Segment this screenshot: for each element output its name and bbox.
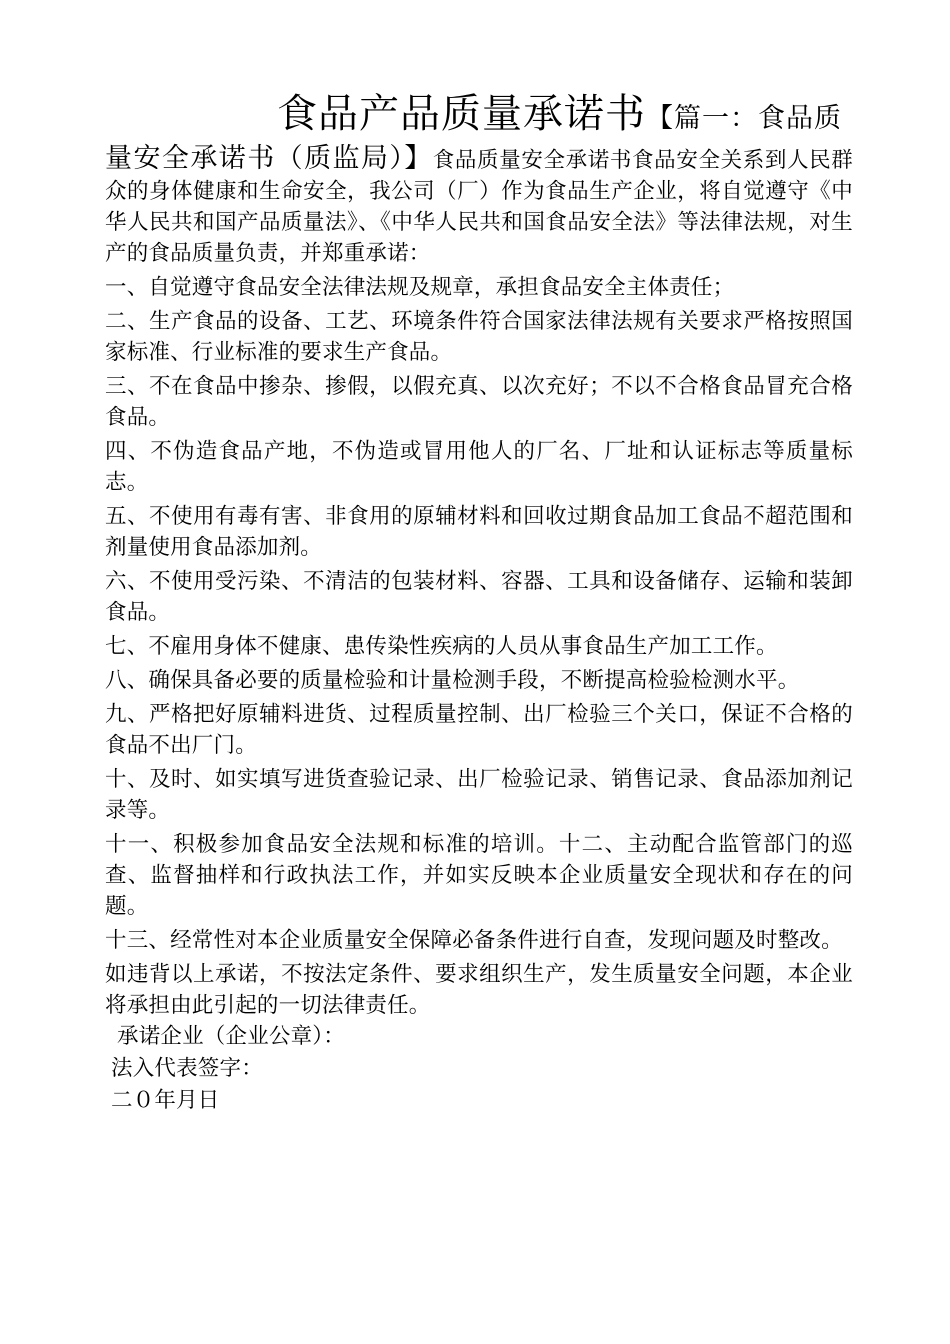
closing-paragraph: 如违背以上承诺，不按法定条件、要求组织生产，发生质量安全问题，本企业将承担由此引起的一切法律责任。 [105,962,853,1018]
signature-representative: 法入代表签字： [111,1056,263,1081]
signature-company: 承诺企业（企业公章）： [117,1024,345,1049]
pledge-item: 五、不使用有毒有害、非食用的原辅材料和回收过期食品加工食品不超范围和剂量使用食品添加剂。 [105,504,853,560]
pledge-item: 六、不使用受污染、不清洁的包装材料、容器、工具和设备储存、运输和装卸食品。 [105,569,853,625]
title-line [105,92,853,143]
pledge-item: 四、不伪造食品产地，不伪造或冒用他人的厂名、厂址和认证标志等质量标志。 [105,439,853,495]
pledge-item: 七、不雇用身体不健康、患传染性疾病的人员从事食品生产加工工作。 [105,634,778,659]
pledge-item: 十、及时、如实填写进货查验记录、出厂检验记录、销售记录、食品添加剂记录等。 [105,767,853,823]
signature-date: 二０年月日 [111,1088,220,1113]
pledge-item: 三、不在食品中掺杂、掺假，以假充真、以次充好；不以不合格食品冒充合格食品。 [105,374,853,430]
document-subtitle-start: 【篇一：食品质 [646,103,842,134]
pledge-item: 十三、经常性对本企业质量安全保障必备条件进行自查，发现问题及时整改。 [105,928,843,953]
document-title: 食品产品质量承诺书 [277,91,646,137]
pledge-item: 九、严格把好原辅料进货、过程质量控制、出厂检验三个关口，保证不合格的食品不出厂门。 [105,702,853,758]
pledge-item: 二、生产食品的设备、工艺、环境条件符合国家法律法规有关要求严格按照国家标准、行业标准的要求生产食品。 [105,309,853,365]
pledge-item: 十一、积极参加食品安全法规和标准的培训。十二、主动配合监管部门的巡查、监督抽样和行政执法工作，并如实反映本企业质量安全现状和存在的问题。 [105,832,853,919]
document-body [105,92,853,1117]
intro-text: 食品质量安全承诺书食品安全关系到人民群众的身体健康和生命安全，我公司（厂）作为食品生产企业，将自觉遵守《中华人民共和国产品质量法》、《中华人民共和国食品安全法》等法律法规，对生产的食品质量负责，并郑重承诺： [105,148,853,266]
intro-paragraph [105,143,853,269]
pledge-item: 一、自觉遵守食品安全法律法规及规章，承担食品安全主体责任； [105,275,735,300]
document-subtitle-cont: 量安全承诺书（质监局）】 [105,143,433,174]
pledge-item: 八、确保具备必要的质量检验和计量检测手段，不断提高检验检测水平。 [105,668,800,693]
